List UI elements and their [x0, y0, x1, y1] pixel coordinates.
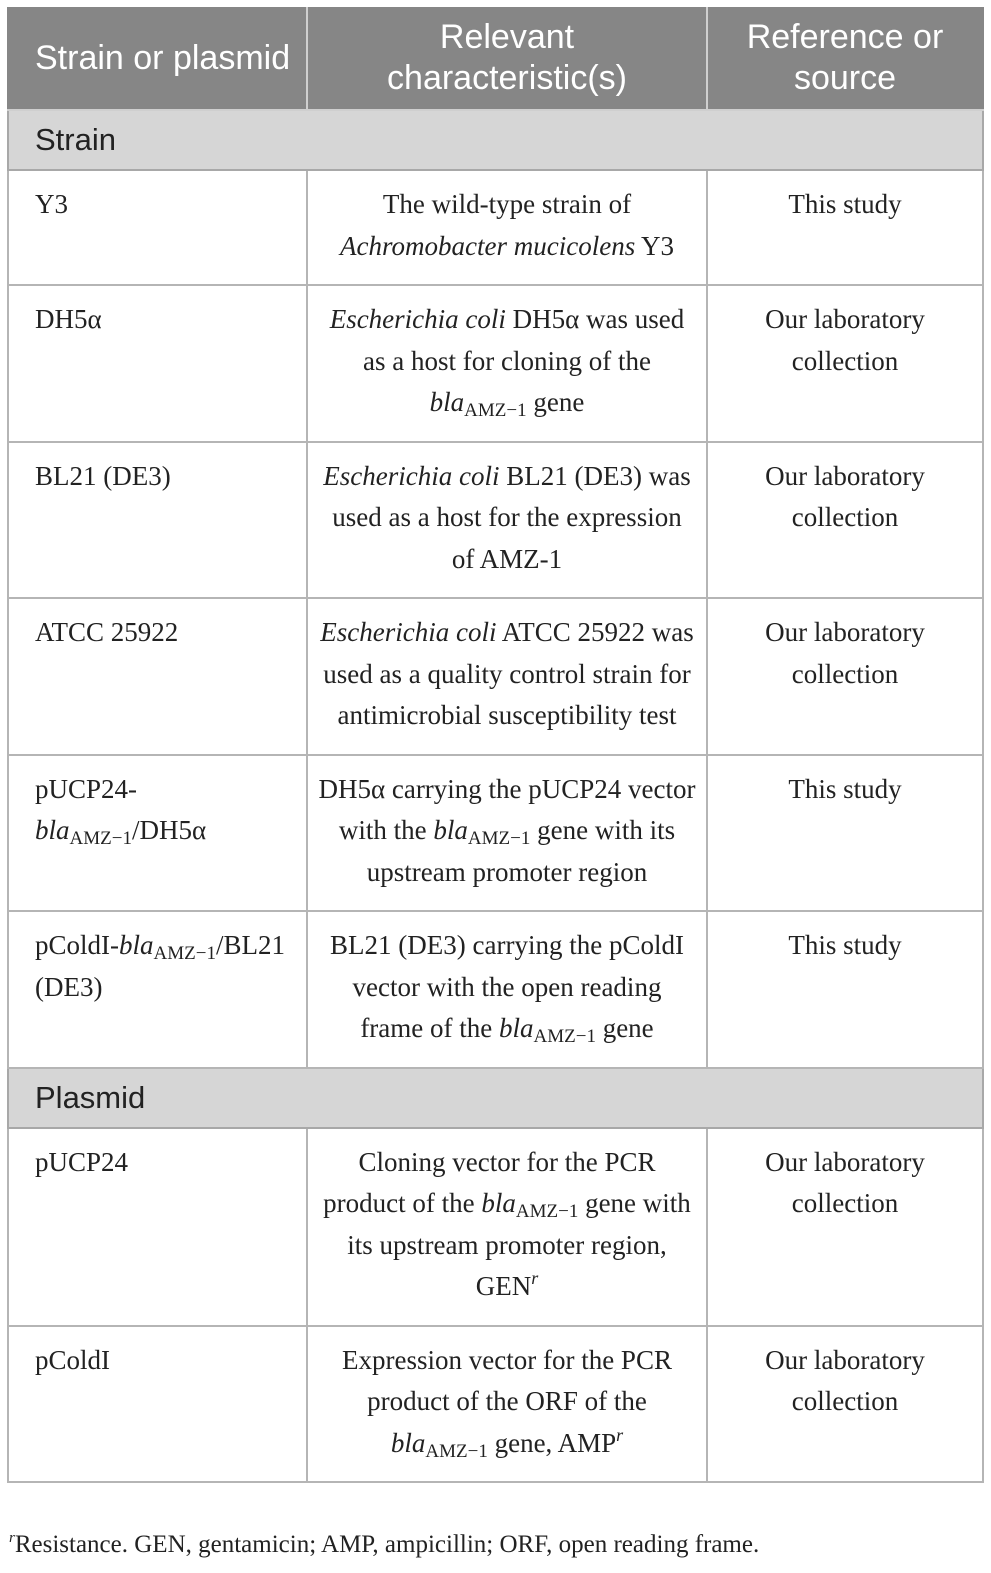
header-strain-or-plasmid: Strain or plasmid	[8, 7, 307, 110]
cell-strain-or-plasmid: pUCP24-bla$_{AMZ-1}$/DH5α	[8, 755, 307, 912]
cell-source: Our laboratory collection	[707, 598, 983, 755]
cell-characteristic: DH5α carrying the pUCP24 vector with the bla$_{AMZ-1}$ gene with its upstream promoter region	[307, 755, 707, 912]
cell-strain-or-plasmid: BL21 (DE3)	[8, 442, 307, 599]
cell-strain-or-plasmid: pUCP24	[8, 1128, 307, 1326]
cell-characteristic: Cloning vector for the PCR product of the bla$_{AMZ-1}$ gene with its upstream promoter region, GEN$^r$	[307, 1128, 707, 1326]
table-row	[8, 442, 983, 599]
cell-characteristic: Escherichia coli ATCC 25922 was used as a quality control strain for antimicrobial susceptibility test	[307, 598, 707, 755]
section-row-strain	[8, 110, 983, 170]
cell-characteristic: Expression vector for the PCR product of the ORF of the bla$_{AMZ-1}$ gene, AMP$^r$	[307, 1326, 707, 1483]
cell-strain-or-plasmid: pColdI	[8, 1326, 307, 1483]
table-row	[8, 170, 983, 285]
strains-plasmids-table	[7, 7, 984, 1483]
cell-strain-or-plasmid: ATCC 25922	[8, 598, 307, 755]
cell-source: This study	[707, 911, 983, 1068]
cell-strain-or-plasmid: pColdI-bla$_{AMZ-1}$/BL21 (DE3)	[8, 911, 307, 1068]
table-row	[8, 598, 983, 755]
section-label: Plasmid	[8, 1068, 983, 1128]
cell-source: Our laboratory collection	[707, 1128, 983, 1326]
cell-source: Our laboratory collection	[707, 285, 983, 442]
cell-characteristic: BL21 (DE3) carrying the pColdI vector with the open reading frame of the bla$_{AMZ-1}$ gene	[307, 911, 707, 1068]
header-row	[8, 7, 983, 110]
cell-source: This study	[707, 170, 983, 285]
table-row	[8, 911, 983, 1068]
cell-strain-or-plasmid: DH5α	[8, 285, 307, 442]
cell-characteristic: Escherichia coli DH5α was used as a host for cloning of the bla$_{AMZ-1}$ gene	[307, 285, 707, 442]
table-container	[7, 7, 982, 1483]
section-label: Strain	[8, 110, 983, 170]
table-row	[8, 1326, 983, 1483]
table-row	[8, 755, 983, 912]
table-body	[8, 110, 983, 1482]
header-relevant-characteristics: Relevant characteristic(s)	[307, 7, 707, 110]
table-footnote: $^r$Resistance. GEN, gentamicin; AMP, ampicillin; ORF, open reading frame.	[9, 1530, 760, 1558]
cell-source: Our laboratory collection	[707, 1326, 983, 1483]
cell-source: Our laboratory collection	[707, 442, 983, 599]
cell-strain-or-plasmid: Y3	[8, 170, 307, 285]
cell-characteristic: Escherichia coli BL21 (DE3) was used as a host for the expression of AMZ-1	[307, 442, 707, 599]
table-row	[8, 1128, 983, 1326]
cell-characteristic: The wild-type strain of Achromobacter mucicolens Y3	[307, 170, 707, 285]
cell-source: This study	[707, 755, 983, 912]
table-row	[8, 285, 983, 442]
section-row-plasmid	[8, 1068, 983, 1128]
header-reference-or-source: Reference or source	[707, 7, 983, 110]
